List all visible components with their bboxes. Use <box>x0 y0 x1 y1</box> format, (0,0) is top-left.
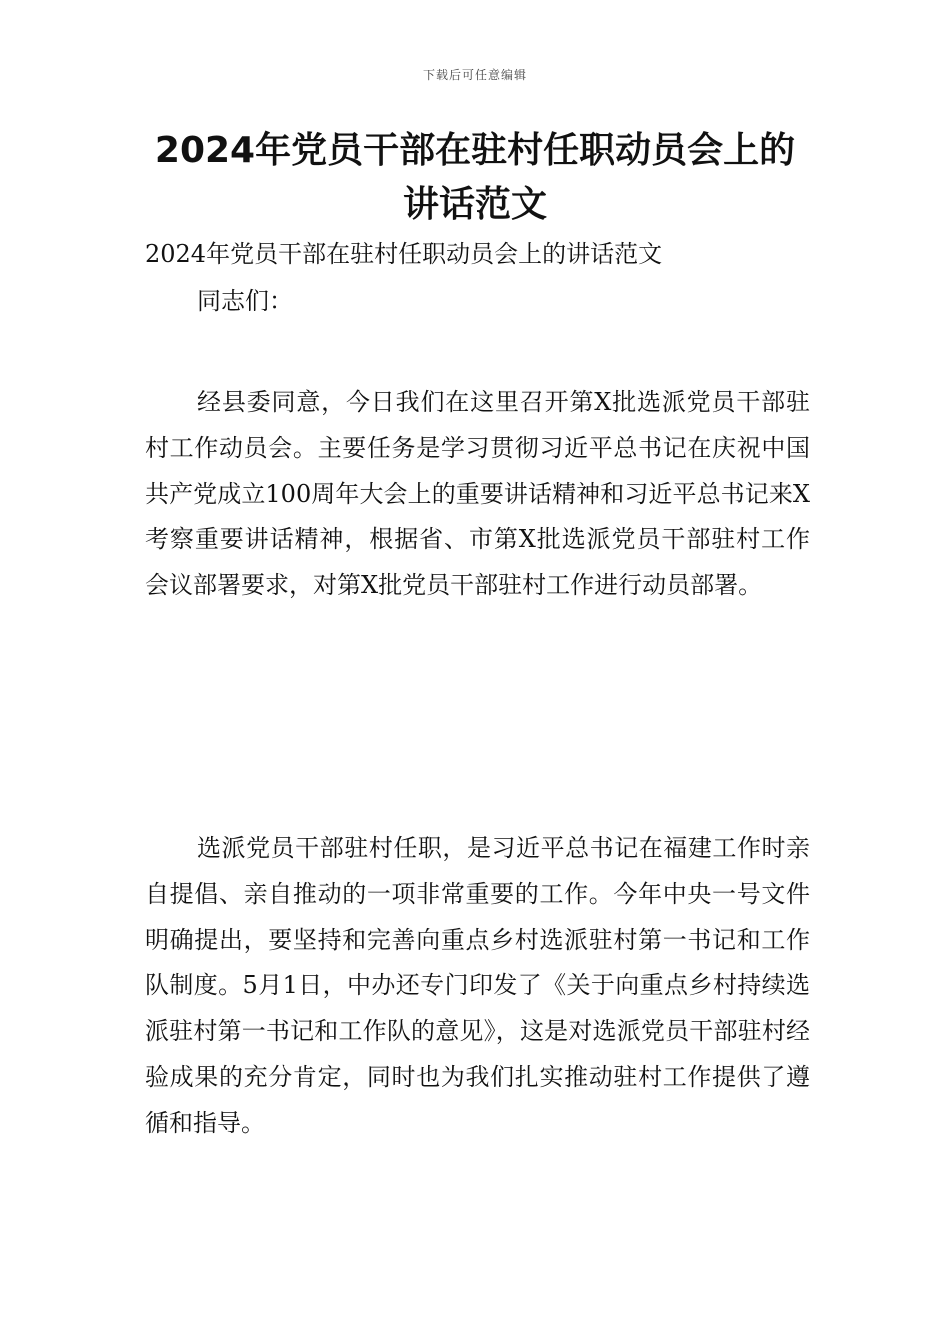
paragraph-2: 选派党员干部驻村任职，是习近平总书记在福建工作时亲自提倡、亲自推动的一项非常重要的工作。今年中央一号文件明确提出，要坚持和完善向重点乡村选派驻村第一书记和工作队制度。5月1日，中办还专门印发了《关于向重点乡村持续选派驻村第一书记和工作队的意见》，这是对选派党员干部驻村经验成果的充分肯定，同时也为我们扎实推动驻村工作提供了遵循和指导。 <box>145 834 810 1137</box>
document-title: 2024年党员干部在驻村任职动员会上的讲话范文 <box>154 130 796 225</box>
salutation: 同志们： <box>197 287 293 315</box>
paragraph-1: 经县委同意，今日我们在这里召开第X批选派党员干部驻村工作动员会。主要任务是学习贯彻习近平总书记在庆祝中国共产党成立100周年大会上的重要讲话精神和习近平总书记来X考察重要讲话精神，根据省、市第X批选派党员干部驻村工作会议部署要求，对第X批党员干部驻村工作进行动员部署。 <box>145 388 810 600</box>
header-note: 下载后可任意编辑 <box>422 68 527 82</box>
document-subtitle: 2024年党员干部在驻村任职动员会上的讲话范文 <box>145 240 663 268</box>
